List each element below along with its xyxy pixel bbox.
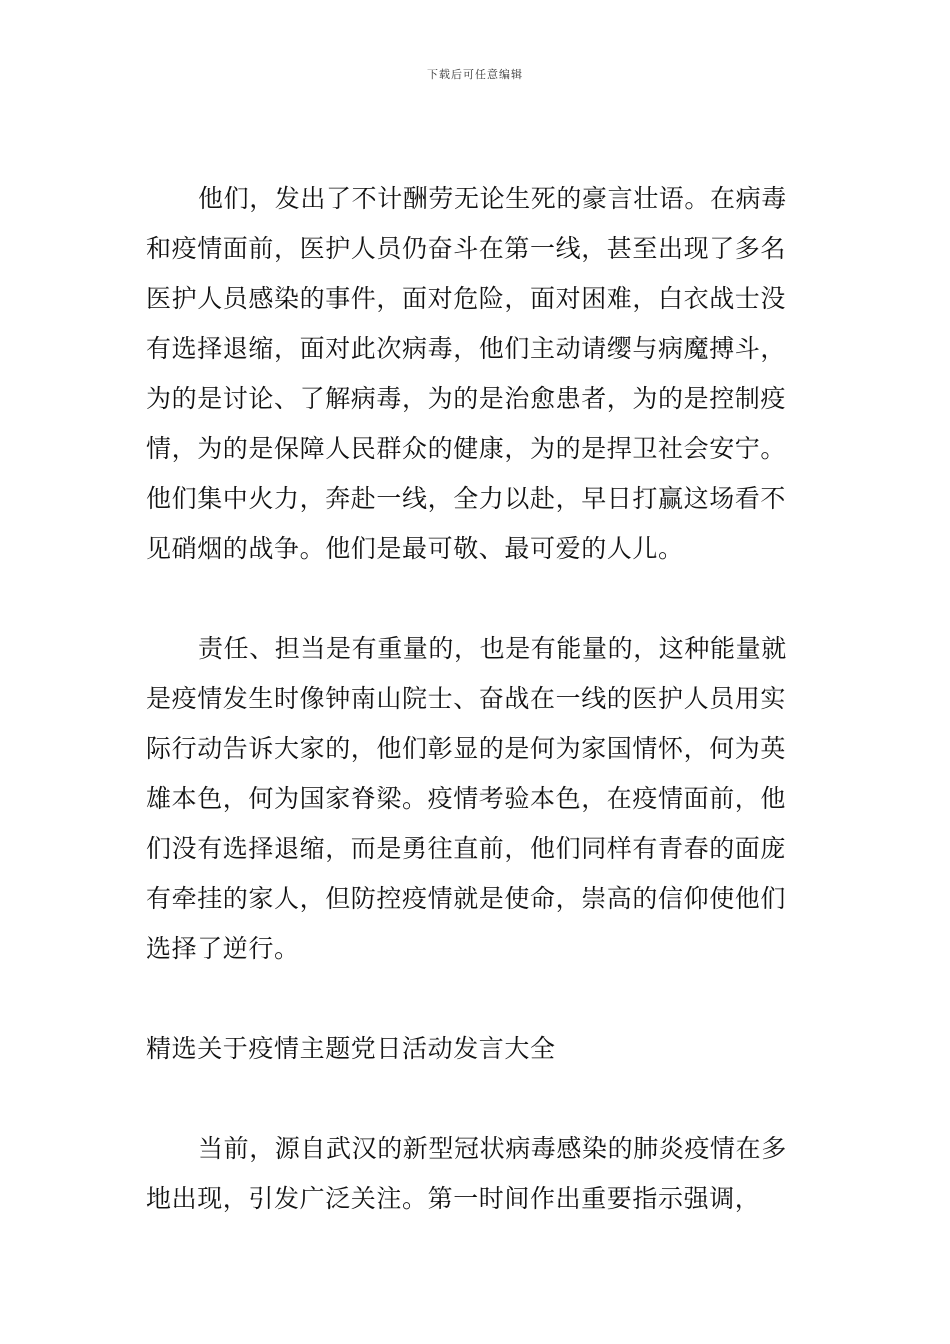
paragraph-2-line-5: 们没有选择退缩，而是勇往直前，他们同样有青春的面庞 [146, 834, 787, 863]
paragraph-3-line-2: 地出现，引发广泛关注。第一时间作出重要指示强调， [146, 1184, 761, 1213]
paragraph-2-line-7: 选择了逆行。 [146, 934, 300, 963]
paragraph-1-line-7: 他们集中火力，奔赴一线，全力以赴，早日打赢这场看不 [146, 484, 787, 513]
paragraph-3-line-1: 当前，源自武汉的新型冠状病毒感染的肺炎疫情在多 [198, 1134, 787, 1163]
paragraph-1-line-1: 他们，发出了不计酬劳无论生死的豪言壮语。在病毒 [198, 184, 787, 213]
paragraph-1-line-6: 情，为的是保障人民群众的健康，为的是捍卫社会安宁。 [146, 434, 787, 463]
section-heading: 精选关于疫情主题党日活动发言大全 [146, 1034, 556, 1063]
paragraph-1-line-5: 为的是讨论、了解病毒，为的是治愈患者，为的是控制疫 [146, 384, 787, 413]
paragraph-1-line-2: 和疫情面前，医护人员仍奋斗在第一线，甚至出现了多名 [146, 234, 787, 263]
paragraph-2-line-2: 是疫情发生时像钟南山院士、奋战在一线的医护人员用实 [146, 684, 787, 713]
paragraph-2-line-6: 有牵挂的家人，但防控疫情就是使命，崇高的信仰使他们 [146, 884, 787, 913]
paragraph-1-line-4: 有选择退缩，面对此次病毒，他们主动请缨与病魔搏斗， [146, 334, 787, 363]
paragraph-2-line-4: 雄本色，何为国家脊梁。疫情考验本色，在疫情面前，他 [146, 784, 787, 813]
paragraph-2-line-3: 际行动告诉大家的，他们彰显的是何为家国情怀，何为英 [146, 734, 787, 763]
download-note: 下载后可任意编辑 [427, 68, 523, 81]
paragraph-2-line-1: 责任、担当是有重量的，也是有能量的，这种能量就 [198, 634, 787, 663]
paragraph-1-line-8: 见硝烟的战争。他们是最可敬、最可爱的人儿。 [146, 534, 684, 563]
paragraph-1-line-3: 医护人员感染的事件，面对危险，面对困难，白衣战士没 [146, 284, 787, 313]
